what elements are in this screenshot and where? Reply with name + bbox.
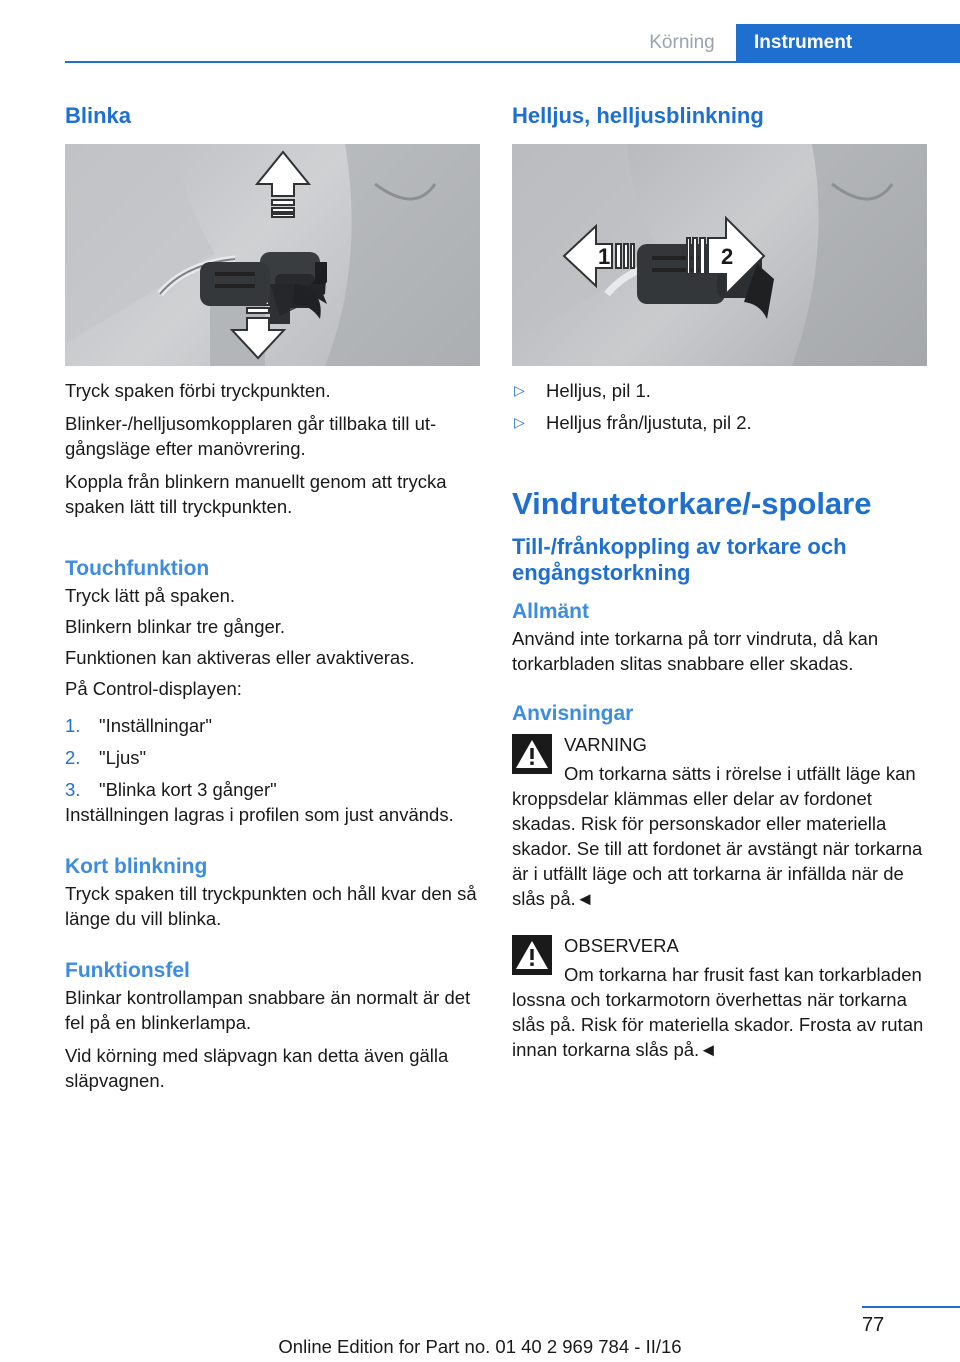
- warning-text: Om torkarna sätts i rörelse i utfällt läge kan kroppsdelar klämmas eller delar av fordonet skadas. Risk för personskador eller materiella skador. Se till att fordonet är avstängt när torkarna är i utfällt läge och att torkarna är infällda när de slås på.◄: [512, 763, 923, 909]
- arrow-1-label: 1: [598, 244, 611, 269]
- list-item: ▷ Helljus från/ljustuta, pil 2.: [514, 412, 752, 433]
- touch-paragraph-1: Tryck lätt på spaken.: [65, 585, 235, 606]
- footer-edition: Online Edition for Part no. 01 40 2 969 784 - II/16: [278, 1336, 682, 1357]
- helljus-heading: Helljus, helljusblinkning: [512, 103, 764, 128]
- page-header: [0, 0, 960, 62]
- triangle-bullet-icon: ▷: [514, 382, 525, 398]
- blinka-heading: Blinka: [65, 103, 132, 128]
- warning-block: [512, 732, 927, 911]
- header-divider: [65, 61, 960, 63]
- arrow-2-label: 2: [721, 244, 734, 269]
- section-tab-korning[interactable]: Körning: [649, 32, 715, 53]
- anvisningar-heading: Anvisningar: [512, 702, 634, 725]
- blinka-illustration: [65, 144, 480, 366]
- notice-triangle-icon: [512, 935, 552, 975]
- high-beam-lever-drawing: [512, 144, 927, 366]
- high-beam-illustration: [512, 144, 927, 366]
- notice-label: OBSERVERA: [564, 935, 679, 956]
- footer-divider: [862, 1306, 960, 1308]
- triangle-bullet-icon: ▷: [514, 414, 525, 430]
- funktionsfel-heading: Funktionsfel: [65, 959, 190, 982]
- kort-paragraph-1: Tryck spaken till tryckpunkten och håll kvar den så länge du vill blinka.: [65, 883, 477, 929]
- helljus-list: [512, 378, 927, 435]
- list-item: 3. "Blinka kort 3 gånger": [65, 779, 277, 800]
- section-heading: Till-/frånkoppling av torkare och engångstorkning: [512, 534, 847, 585]
- warning-triangle-icon: [512, 734, 552, 774]
- fel-paragraph-2: Vid körning med släpvagn kan detta även gälla släpvagnen.: [65, 1045, 449, 1091]
- notice-block: [512, 933, 927, 1062]
- list-item: 1. "Inställningar": [65, 715, 212, 736]
- left-column: [65, 100, 480, 1093]
- turn-signal-lever-drawing: [65, 144, 480, 366]
- touch-paragraph-3: Funktionen kan aktiveras eller avaktiveras.: [65, 647, 415, 668]
- notice-text: Om torkarna har frusit fast kan torkarbladen lossna och torkarmotorn överhettas när torkarna slås på. Risk för materiella skador. Frosta av rutan innan torkarna slås på.◄: [512, 964, 924, 1060]
- blinka-paragraph-3: Koppla från blinkern manuellt genom att trycka spaken lätt till tryckpunkten.: [65, 471, 447, 517]
- settings-steps-list: [65, 713, 480, 802]
- allmant-paragraph-1: Använd inte torkarna på torr vindruta, då kan torkarbladen slitas snabbare eller skadas.: [512, 628, 879, 674]
- touchfunktion-heading: Touchfunktion: [65, 557, 210, 580]
- allmant-heading: Allmänt: [512, 600, 590, 623]
- touch-paragraph-5: Inställningen lagras i profilen som just används.: [65, 804, 454, 825]
- touch-paragraph-2: Blinkern blinkar tre gånger.: [65, 616, 286, 637]
- list-item: 2. "Ljus": [65, 747, 147, 768]
- warning-label: VARNING: [564, 734, 647, 755]
- chapter-heading: Vindrutetorkare/-spolare: [512, 486, 872, 521]
- list-item: ▷ Helljus, pil 1.: [514, 380, 651, 401]
- blinka-paragraph-2: Blinker-/helljusomkopplaren går tillbaka till utgångsläge efter manövrering.: [65, 413, 437, 459]
- right-column: [512, 100, 927, 1062]
- touch-paragraph-4: På Control-displayen:: [65, 678, 242, 699]
- fel-paragraph-1: Blinkar kontrollampan snabbare än normalt är det fel på en blinkerlampa.: [65, 987, 471, 1033]
- page-number: 77: [862, 1314, 885, 1336]
- blinka-paragraph-1: Tryck spaken förbi tryckpunkten.: [65, 380, 331, 401]
- section-tab-instrument[interactable]: Instrument: [736, 24, 960, 62]
- kort-blinkning-heading: Kort blinkning: [65, 855, 208, 878]
